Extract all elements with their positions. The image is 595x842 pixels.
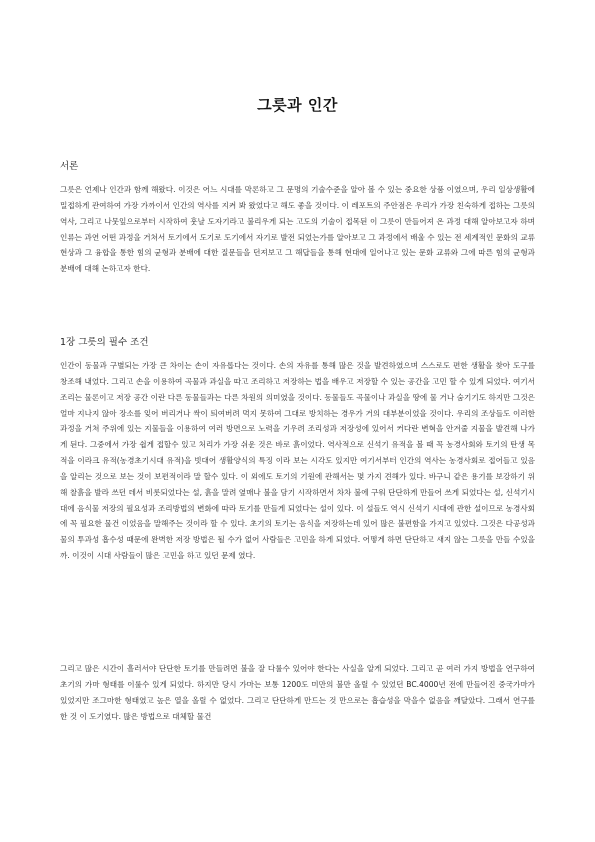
intro-heading: 서론: [60, 161, 79, 172]
chapter1-paragraph-2: 그리고 많은 시간이 흘러서야 단단한 토기를 만들려면 불을 잘 다룰수 있어야 한다는 사실을 알게 되었다. 그리고 곧 여러 가지 방법을 연구하여 초기의 가마 형태를 이룰수 있게 되었다. 하지만 당시 가마는 보통 1200도 미만의 불만 올릴 수 있었던 BC.4000년 전에 만들어진 중국가마가 있었지만 조그마한 형태였고 높은 열을 올릴 수 없었다. 그리고 단단하게 만드는 것 만으로는 흡습성을 막을수 없음을 깨달았다. 그래서 연구를 한 것 이 도기였다. 많은 방법으로 대체할 물건: [60, 664, 535, 721]
intro-paragraph: 그릇은 언제나 인간과 함께 해왔다. 이것은 어느 시대를 막론하고 그 문명의 기술수준을 알아 볼 수 있는 중요한 상품 이였으며, 우리 일상생활에 밀접하게 관여하여 가장 가까이서 인간의 역사를 지켜 봐 왔었다고 해도 좋을 것이다. 이 레포트의 주안점은 우리가 가장 친숙하게 접하는 그릇의 역사, 그리고 나뭇잎으로부터 시작하여 훗날 도자기라고 불리우게 되는 고도의 기술이 접목된 이 그릇이 만들어져 온 과정 대해 알아보고자 하며 인류는 과연 어떤 과정을 거쳐서 토기에서 도기로 도기에서 자기로 발전 되었는가를 알아보고 그 과정에서 배울 수 있는 전 세계적인 문화의 교류현상과 그 융합을 통한 힘의 균형과 분배에 대한 질문들을 던져보고 그 해답들을 통해 현대에 일어나고 있는 문화 교류와 그에 따른 힘의 균형과 분배에 대해 논하고자 한다.: [60, 185, 535, 274]
chapter1-heading: 1장 그릇의 필수 조건: [60, 337, 149, 348]
chapter1-paragraph: 인간이 동물과 구별되는 가장 큰 차이는 손이 자유롭다는 것이다. 손의 자유를 통해 많은 것을 발견하였으며 스스로도 편한 생활을 찾아 도구를 창조해 내었다. 그리고 손을 이용하여 곡물과 과실을 따고 조리하고 저장하는 법을 배우고 저장할 수 있는 공간을 고민 할 수 있게 되었다. 여기서 조리는 물론이고 저장 공간 이란 다른 동물들과는 다른 차원의 의미였을 것이다. 동물들도 곡물이나 과실을 땅에 물 거나 숨기기도 하지만 그것은 얼마 지나지 않아 장소를 잊어 버리거나 싹이 틔여버려 먹지 못하여 그대로 방치하는 경우가 거의 대부분이었을 것이다. 우리의 조상들도 이러한 과정을 거쳐 주위에 있는 지물들을 이용하여 여러 방면으로 노력을 기우려 조리성과 저장성에 있어서 커다란 변혁을 안겨줄 지물을 발견해 나가게 된다. 그중에서 가장 쉽게 접할수 있고 처리가 가장 쉬운 것은 바로 흙이었다. 역사적으로 신석기 유적을 볼 때 꼭 농경사회와 토기의 탄생 목적을 이라크 유적(농경초기시대 유적)을 빗대어 생활양식의 특징 이라 보는 시각도 있지만 여기서부터 인간의 역사는 농경사회로 접어들고 있음을 알리는 것으로 보는 것이 보편적이라 말 할수 있다. 이 외에도 토기의 기원에 관해서는 몇 가지 견해가 있다. 바구니 같은 용기를 보강하기 위해 찰흙을 발라 쓰던 데서 비롯되었다는 설, 흙을 말려 옆매나 불을 담기 시작하면서 차차 불에 구워 단단하게 만들어 쓰게 되었다는 설, 신석기시대에 음식물 저장의 필요성과 조리방법의 변화에 따라 토기를 만들게 되었다는 설이 있다. 이 설들도 역시 신석기 시대에 관한 설이므로 농경사회에 꼭 필요한 물건 이었음을 말해주는 것이라 할 수 있다. 초기의 토기는 음식을 저장하는데 있어 많은 불편함을 가지고 있었다. 그것은 다공성과 물의 투과성 흡수성 때문에 완벽한 저장 방법은 될 수가 없어 사람들은 고민을 하게 되었다. 어떻게 하면 단단하고 새지 않는 그릇을 만들 수있을까. 이것이 시대 사람들이 많은 고민을 하고 있던 문제 였다.: [60, 361, 535, 561]
document-title: 그릇과 인간: [257, 96, 338, 114]
